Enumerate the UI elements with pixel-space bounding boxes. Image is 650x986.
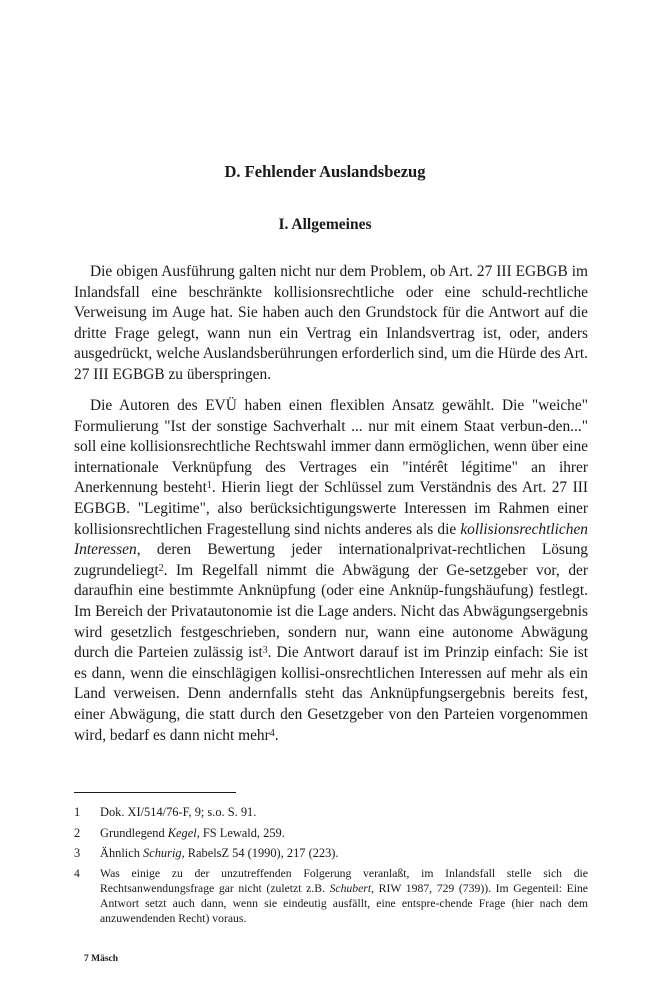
paragraph-1-text: Die obigen Ausführung galten nicht nur dem Problem, ob Art. 27 III EGBGB im Inlandsfall eine beschränkte kollisionsrechtliche oder eine schuld-rechtliche Verweisung im Auge hat. Sie haben auch den Grundstock für die Antwort auf die dritte Frage gelegt, wann nun ein Vertrag ein Inlandsvertrag ist, oder, anders ausgedrückt, welche Auslandsberührungen erforderlich sind, um die Hürde des Art. 27 III EGBGB zu überspringen. [74,263,588,383]
paragraph-2-text-f: . [274,726,279,744]
paragraph-2-text-a: Die Autoren des EVÜ haben einen flexiblen Ansatz gewählt. Die "weiche" Formulierung "Ist der sonstige Sachverhalt ... nur mit einem Staat verbun-den..." soll eine kollisionsrechtliche Rechtswahl immer dann ermöglichen, wenn über eine internationale Verknüpfung des Vertrages ein "intérêt légitime" an ihrer Anerkennung besteht [74,397,588,497]
footnote-2-text-a: Grundlegend [100,826,168,840]
footnote-ref-1[interactable]: 1 [206,480,212,492]
footnote-2-text [100,826,588,842]
footnote-3-text-a: Ähnlich [100,846,144,860]
footnote-1-text-a: Dok. XI/514/76-F, 9; s.o. S. 91. [100,805,257,819]
footnote-4-text-b: , RIW 1987, 729 (739)). Im Gegenteil: Eine Antwort setzt auch dann, wenn sie eindeutig ausfällt, eine entspre-chende Frage (hier nach dem anzuwendenden Recht) voraus. [100,882,588,925]
footnote-2-author: Kegel [167,826,197,840]
footnote-3-number: 3 [74,846,81,860]
paragraph-2-text-b: . Hierin liegt der Schlüssel zum Verständnis des Art. 27 III EGBGB. "Legitime", also berücksichtigungswerte Interessen im Rahmen einer kollisionsrechtlichen Fragestellung sind nichts anderes als die [74,479,588,538]
footnote-1 [74,805,588,821]
footnote-1-text [100,805,588,821]
subsection-heading: I. Allgemeines [278,216,372,233]
paragraph-2-emphasis: kollisionsrechtlichen Interessen [74,520,588,559]
footnote-3-text-b: , RabelsZ 54 (1990), 217 (223). [181,846,339,860]
footnote-4-number: 4 [74,867,80,880]
footnote-3 [74,846,588,862]
page-footer-signature: 7 Mäsch [84,954,119,964]
section-heading: D. Fehlender Auslandsbezug [224,162,426,181]
footnote-divider [74,792,236,793]
paragraph-2-text-d: . Im Regelfall nimmt die Abwägung der Ge-setzgeber vor, der daraufhin eine bestimmte Anknüpfung (oder eine Anknüp-fungshäufung) festlegt. Im Bereich der Privatautonomie ist die Lage anders. Nicht das Abwägungsergebnis wird gesetzlich festgeschrieben, sondern nur, wann eine autonome Abwägung durch die Parteien zulässig ist [74,561,588,662]
paragraph-1 [74,262,588,386]
paragraph-2 [74,396,588,746]
footnote-2 [74,826,588,842]
footnote-3-author: Schurig [143,846,182,860]
footnote-ref-4[interactable]: 4 [269,727,275,739]
footnote-1-number: 1 [74,805,81,819]
footnote-4-text-a: Was einige zu der unzutreffenden Folgerung veranlaßt, im Inlandsfall stelle sich die Rechtsanwendungsfrage gar nicht (zuletzt z.B. [100,867,588,895]
footnote-2-text-b: , FS Lewald, 259. [196,826,285,840]
paragraph-2-text-e: . Die Antwort darauf ist im Prinzip einfach: Sie ist es dann, wenn die einschlägigen kollisi-onsrechtlichen Interessen auf mehr als ein Land verweisen. Denn andernfalls steht das Anknüpfungsergebnis bereits fest, einer Abwägung, die statt durch den Gesetzgeber von den Parteien vorgenommen wird, bedarf es dann nicht mehr [74,644,588,744]
paragraph-2-text-c: , deren Bewertung jeder internationalprivat-rechtlichen Lösung zugrundeliegt [74,541,588,579]
footnote-4-text [100,866,588,926]
footnote-2-number: 2 [74,826,81,840]
footnote-ref-2[interactable]: 2 [158,562,164,574]
footnote-4 [74,866,588,926]
footnote-ref-3[interactable]: 3 [262,645,268,657]
footnote-4-author: Schubert [329,882,372,895]
footnote-3-text [100,846,588,862]
